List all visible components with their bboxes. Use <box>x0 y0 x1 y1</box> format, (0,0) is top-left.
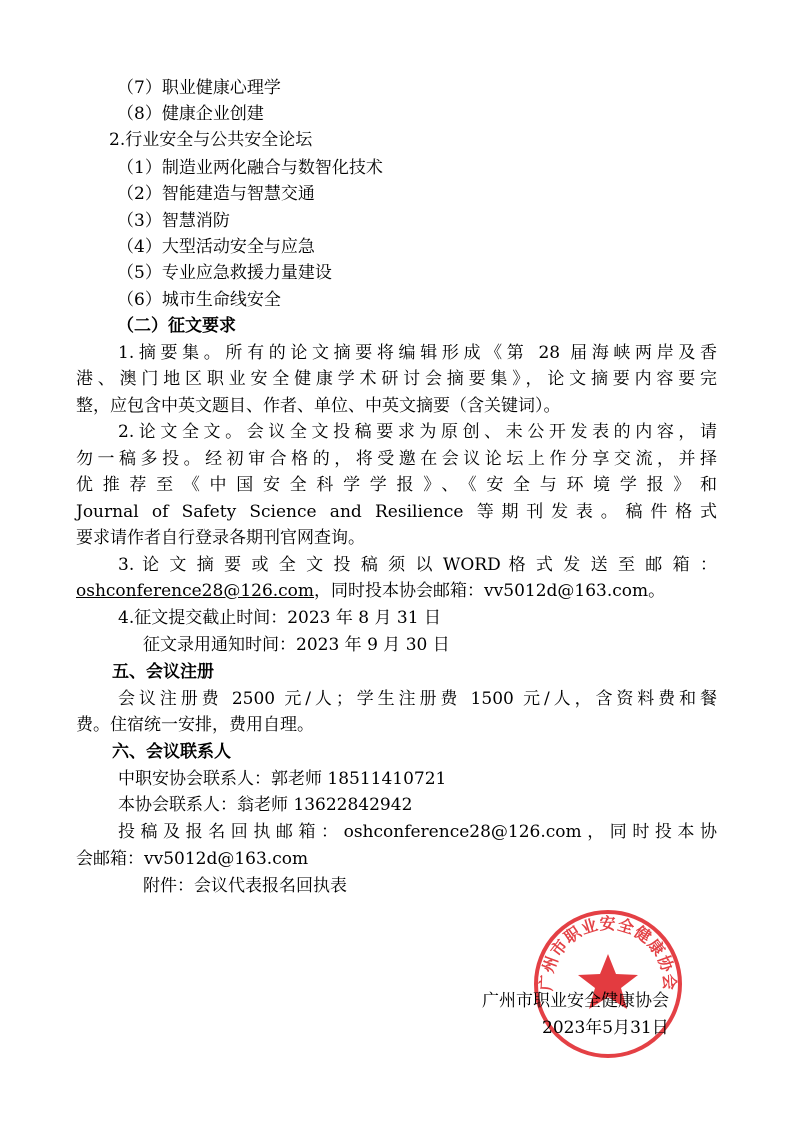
signature-org: 广州市职业安全健康协会 <box>482 991 669 1011</box>
contact-line: 会邮箱：vv5012d@163.com <box>76 849 309 869</box>
paragraph-line: 1.摘要集。所有的论文摘要将编辑形成《第 28 届海峡两岸及香 <box>118 343 717 363</box>
paragraph-line: Journal of Safety Science and Resilience 等期刊发表。稿件格式 <box>76 502 717 522</box>
topic-5: （5）专业应急救援力量建设 <box>117 263 332 283</box>
deadline-line: 4.征文提交截止时间：2023 年 8 月 31 日 <box>118 608 441 628</box>
paragraph-line: 费。住宿统一安排，费用自理。 <box>76 715 314 735</box>
topic-4: （4）大型活动安全与应急 <box>117 237 315 257</box>
forum-2-heading: 2.行业安全与公共安全论坛 <box>109 130 313 150</box>
paragraph-line: 2.论文全文。会议全文投稿要求为原创、未公开发表的内容，请 <box>118 422 717 442</box>
email-link[interactable]: oshconference28@126.com <box>76 581 315 601</box>
topic-7: （7）职业健康心理学 <box>117 78 281 98</box>
paragraph-line: 勿一稿多投。经初审合格的，将受邀在会议论坛上作分享交流，并择 <box>76 449 717 469</box>
contact-line: 本协会联系人：翁老师 13622842942 <box>118 795 413 815</box>
topic-3: （3）智慧消防 <box>117 211 230 231</box>
section-heading-contact: 六、会议联系人 <box>112 742 231 762</box>
notification-line: 征文录用通知时间：2023 年 9 月 30 日 <box>143 635 450 655</box>
signature-date: 2023年5月31日 <box>542 1018 669 1038</box>
contact-line: 投稿及报名回执邮箱：oshconference28@126.com，同时投本协 <box>118 822 717 842</box>
topic-6: （6）城市生命线安全 <box>117 290 281 310</box>
paragraph-line: 会议注册费 2500 元/人；学生注册费 1500 元/人，含资料费和餐 <box>118 689 717 709</box>
topic-1: （1）制造业两化融合与数智化技术 <box>117 158 383 178</box>
paragraph-line: 优推荐至《中国安全科学学报》、《安全与环境学报》和 <box>76 475 717 495</box>
seal-text: 广州市职业安全健康协会 <box>536 914 680 992</box>
topic-8: （8）健康企业创建 <box>117 104 264 124</box>
contact-line: 中职安协会联系人：郭老师 18511410721 <box>118 769 447 789</box>
paragraph-line: 港、澳门地区职业安全健康学术研讨会摘要集》，论文摘要内容要完 <box>76 369 717 389</box>
section-heading-registration: 五、会议注册 <box>112 662 214 682</box>
paragraph-line: 要求请作者自行登录各期刊官网查询。 <box>76 528 365 548</box>
paragraph-line: 3. 论 文 摘 要 或 全 文 投 稿 须 以 WORD 格 式 发 送 至 邮 箱 ： <box>118 555 717 575</box>
paragraph-text: ，同时投本协会邮箱：vv5012d@163.com。 <box>314 581 666 601</box>
paragraph-line <box>76 580 665 602</box>
topic-2: （2）智能建造与智慧交通 <box>117 184 315 204</box>
attachment-line: 附件：会议代表报名回执表 <box>143 876 347 896</box>
section-heading-requirements: （二）征文要求 <box>117 316 236 336</box>
paragraph-line: 整，应包含中英文题目、作者、单位、中英文摘要（含关键词）。 <box>76 396 561 416</box>
